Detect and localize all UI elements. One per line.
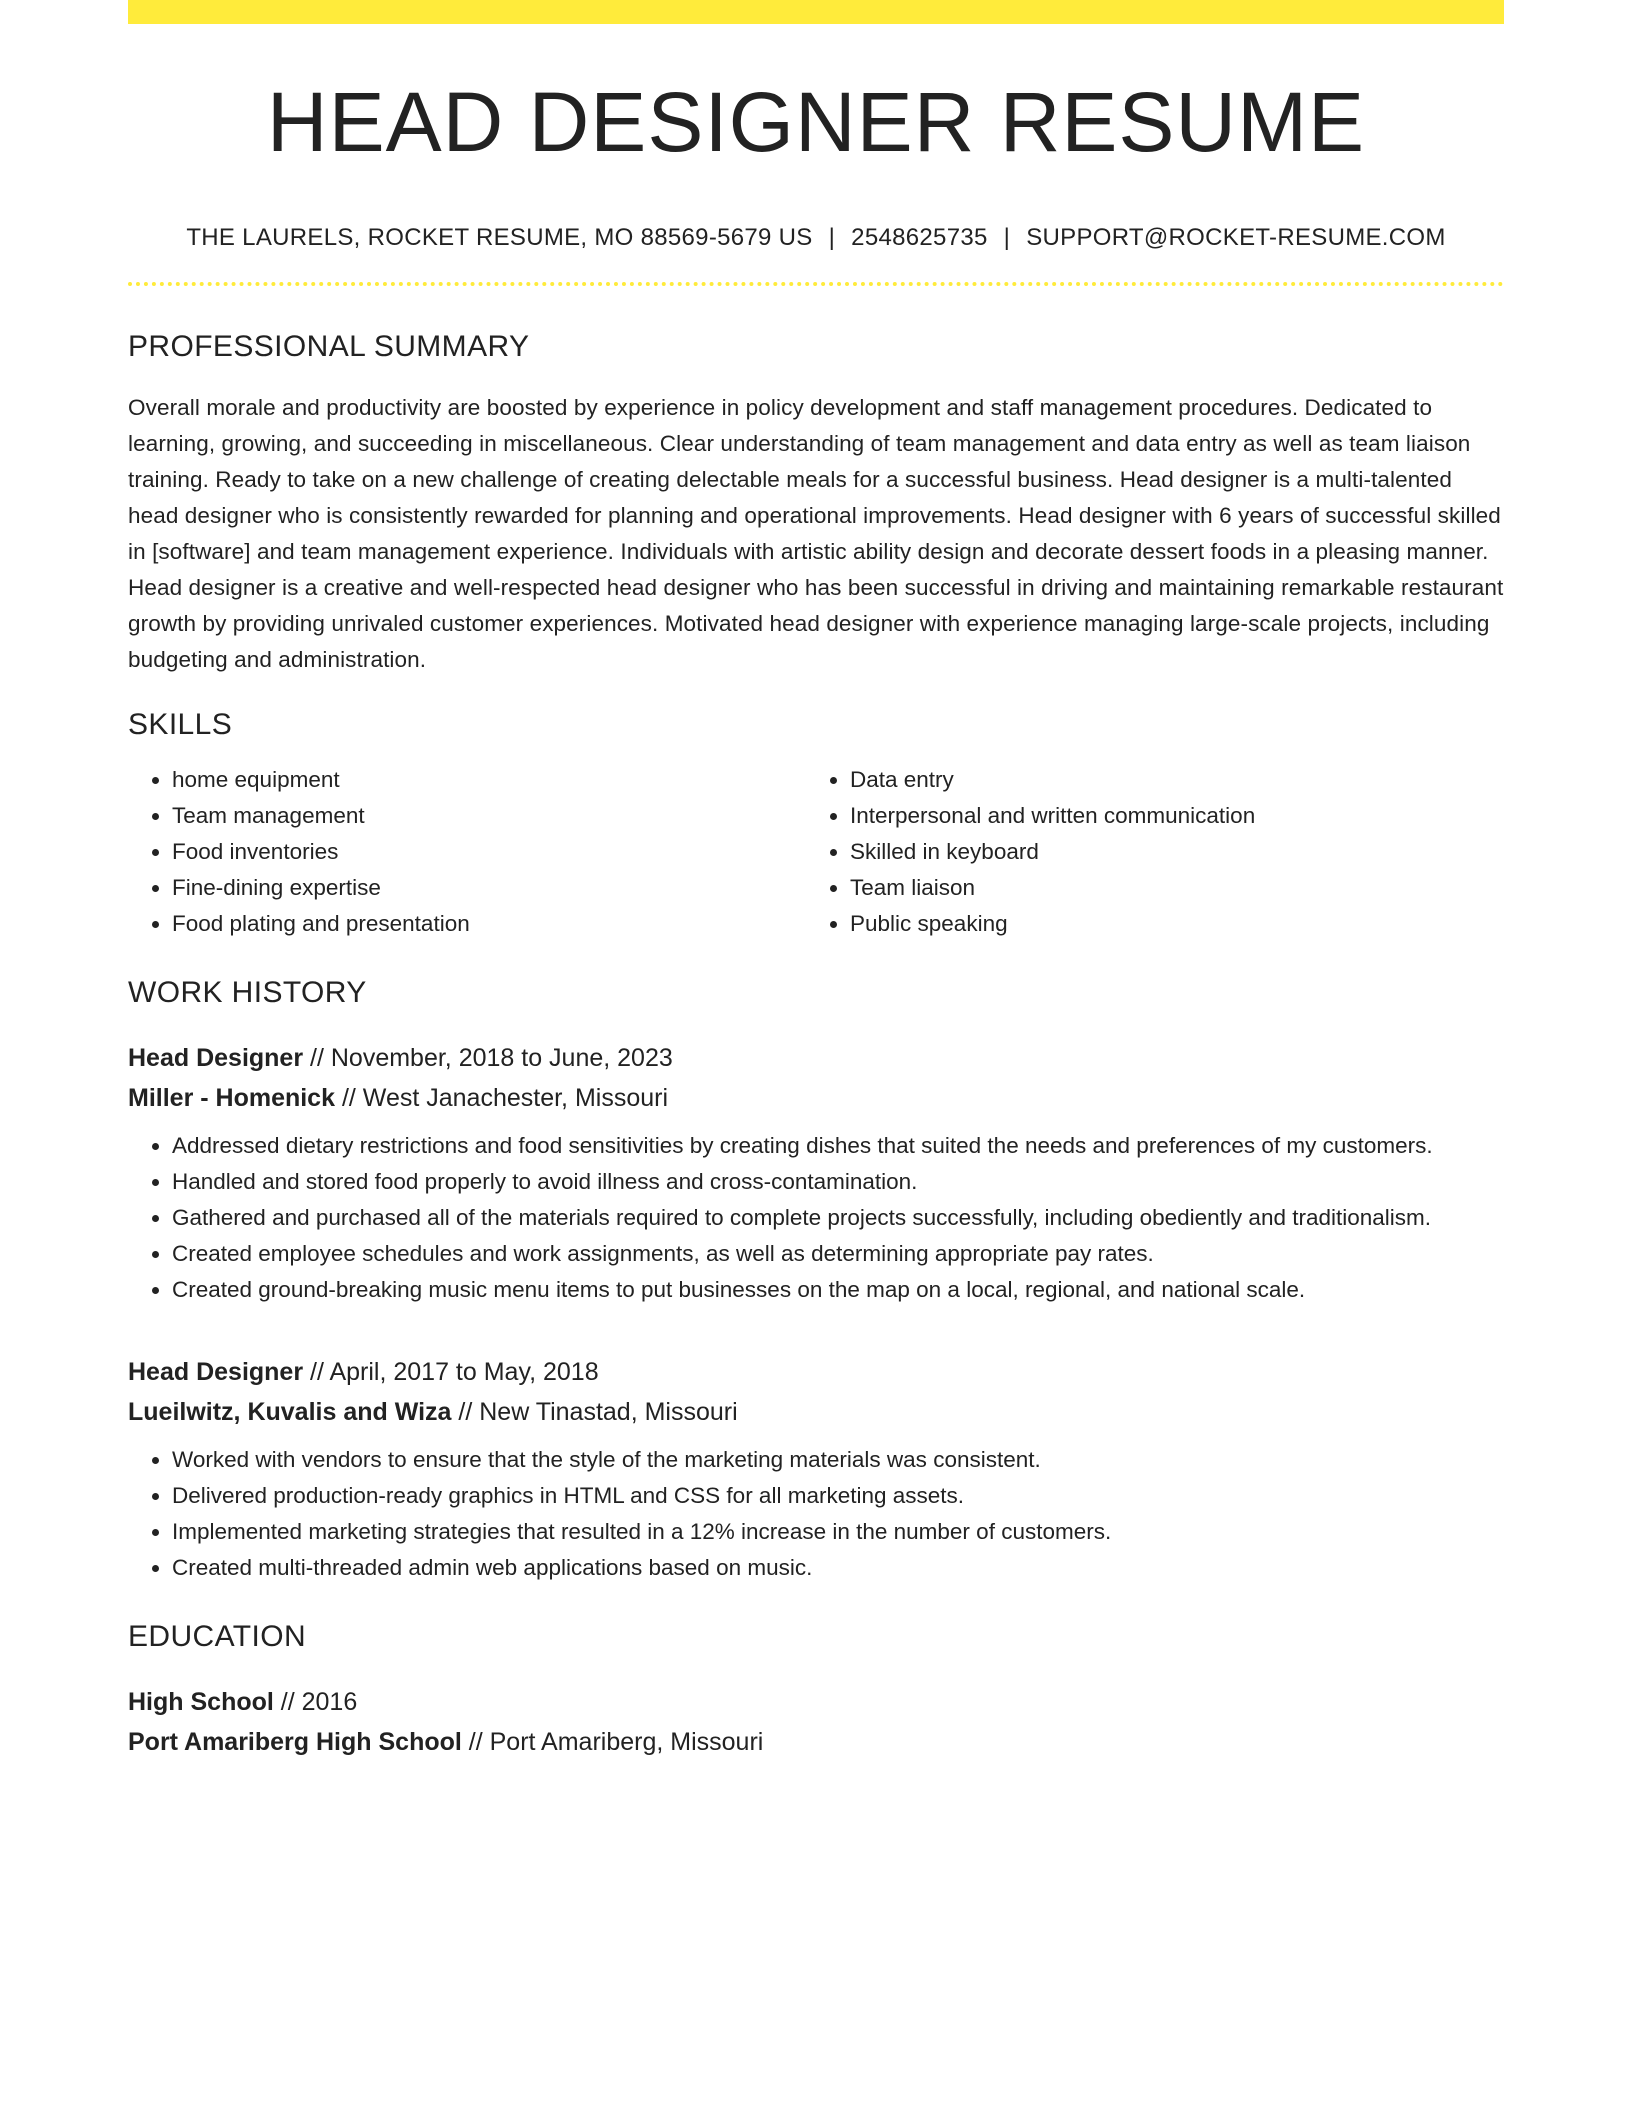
skill-item: • Fine-dining expertise <box>172 870 806 906</box>
delimiter: // <box>303 1044 331 1072</box>
job-bullet: • Gathered and purchased all of the materials required to complete projects successfully, including obediently and traditionalism. <box>172 1200 1504 1236</box>
skills-grid <box>128 762 1504 942</box>
contact-line <box>128 226 1504 254</box>
job-title: Head Designer <box>128 1044 304 1072</box>
education-location: Port Amariberg, Missouri <box>489 1728 764 1756</box>
delimiter: // <box>451 1398 480 1426</box>
contact-separator: | <box>828 224 836 251</box>
contact-separator: | <box>1003 224 1011 251</box>
job-company: Miller - Homenick <box>128 1084 335 1112</box>
dotted-divider <box>128 282 1504 286</box>
education-school-line <box>128 1722 1504 1762</box>
summary-text: Overall morale and productivity are boosted by experience in policy development and staff management procedures. Dedicated to learning, growing, and succeeding in miscellaneous. Clear understanding of team management and data entry as well as team liaison training. Ready to take on a new challenge of creating delectable meals for a successful business. Head designer is a multi-talented head designer who is consistently rewarded for planning and operational improvements. Head designer with 6 years of successful skilled in [software] and team management experience. Individuals with artistic ability design and decorate dessert foods in a pleasing manner. Head designer is a creative and well-respected head designer who has been successful in driving and maintaining remarkable restaurant growth by providing unrivaled customer experiences. Motivated head designer with experience managing large-scale projects, including budgeting and administration. <box>128 395 1504 672</box>
job-bullet: • Implemented marketing strategies that resulted in a 12% increase in the number of customers. <box>172 1514 1504 1550</box>
skill-item: • Team management <box>172 798 806 834</box>
education-school: Port Amariberg High School <box>128 1728 462 1756</box>
skills-column-left <box>128 762 806 942</box>
job-entry <box>128 1038 1504 1308</box>
section-title-work-history: WORK HISTORY <box>128 976 367 1009</box>
skills-column-right <box>806 762 1484 942</box>
job-bullet: • Handled and stored food properly to avoid illness and cross-contamination. <box>172 1164 1504 1200</box>
job-bullet: • Created ground-breaking music menu items to put businesses on the map on a local, regional, and national scale. <box>172 1272 1504 1308</box>
skill-item: • Food plating and presentation <box>172 906 806 942</box>
job-bullet: • Worked with vendors to ensure that the style of the marketing materials was consistent. <box>172 1442 1504 1478</box>
job-company-line <box>128 1078 1504 1118</box>
skill-item: • Public speaking <box>850 906 1484 942</box>
skill-item: • Data entry <box>850 762 1484 798</box>
job-title-line <box>128 1352 1504 1392</box>
resume-title: HEAD DESIGNER RESUME <box>266 75 1366 169</box>
education-degree: High School <box>128 1688 274 1716</box>
job-location: West Janachester, Missouri <box>362 1084 669 1112</box>
delimiter: // <box>335 1084 363 1112</box>
contact-address: THE LAURELS, ROCKET RESUME, MO 88569-5679 US <box>186 224 813 251</box>
section-title-skills: SKILLS <box>128 708 233 741</box>
job-bullet: • Created multi-threaded admin web applications based on music. <box>172 1550 1504 1586</box>
education-entry <box>128 1682 1504 1762</box>
skill-item: • Skilled in keyboard <box>850 834 1484 870</box>
job-company-line <box>128 1392 1504 1432</box>
job-bullet: • Delivered production-ready graphics in HTML and CSS for all marketing assets. <box>172 1478 1504 1514</box>
job-title-line <box>128 1038 1504 1078</box>
job-bullets <box>128 1442 1504 1586</box>
education-degree-line <box>128 1682 1504 1722</box>
section-title-summary: PROFESSIONAL SUMMARY <box>128 330 530 363</box>
skill-item: • Food inventories <box>172 834 806 870</box>
job-dates: November, 2018 to June, 2023 <box>330 1044 673 1072</box>
contact-email[interactable]: SUPPORT@ROCKET-RESUME.COM <box>1026 224 1446 251</box>
skill-item: • Team liaison <box>850 870 1484 906</box>
job-bullets <box>128 1128 1504 1308</box>
job-company: Lueilwitz, Kuvalis and Wiza <box>128 1398 452 1426</box>
delimiter: // <box>273 1688 302 1716</box>
skill-item: • home equipment <box>172 762 806 798</box>
education-year: 2016 <box>301 1688 358 1716</box>
contact-phone[interactable]: 2548625735 <box>851 224 988 251</box>
delimiter: // <box>461 1728 490 1756</box>
resume-page <box>128 0 1504 1762</box>
job-location: New Tinastad, Missouri <box>479 1398 738 1426</box>
job-bullet: • Created employee schedules and work assignments, as well as determining appropriate pay rates. <box>172 1236 1504 1272</box>
top-accent-bar <box>128 0 1504 24</box>
skill-item: • Interpersonal and written communication <box>850 798 1484 834</box>
job-dates: April, 2017 to May, 2018 <box>329 1358 599 1386</box>
job-title: Head Designer <box>128 1358 304 1386</box>
job-entry <box>128 1352 1504 1586</box>
section-title-education: EDUCATION <box>128 1620 307 1653</box>
delimiter: // <box>303 1358 330 1386</box>
job-bullet: • Addressed dietary restrictions and food sensitivities by creating dishes that suited the needs and preferences of my customers. <box>172 1128 1504 1164</box>
